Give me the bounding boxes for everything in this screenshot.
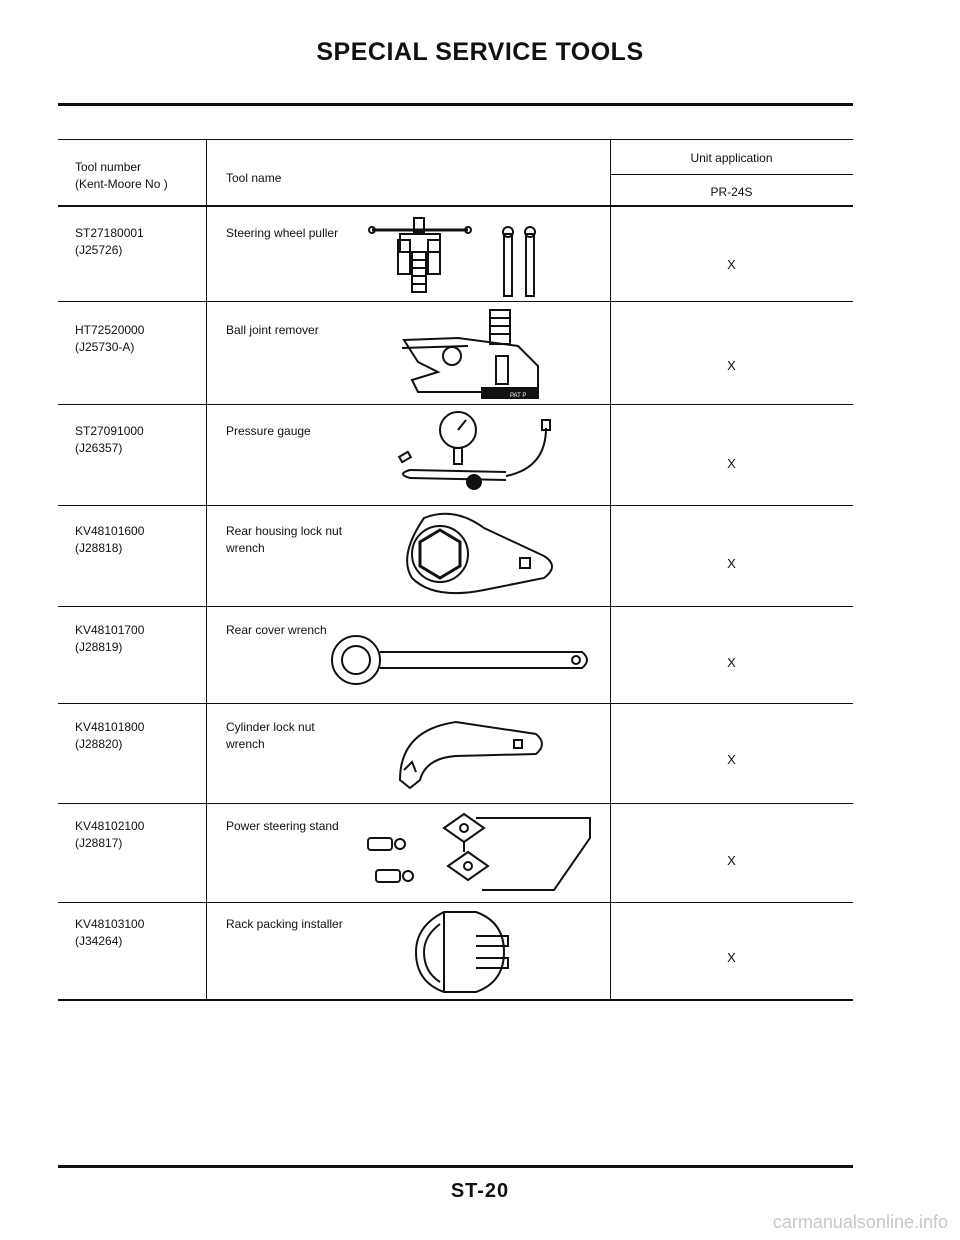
table-bottom-line [58,999,853,1001]
tool-number-header: Tool number (Kent-Moore No ) [75,160,168,191]
tool-name-cell: Cylinder lock nut wrench [226,720,315,751]
tool-number-cell: HT72520000 (J25730-A) [75,323,145,354]
tool-name-header: Tool name [226,171,282,185]
power-steering-stand-icon [364,808,594,898]
application-mark: X [727,950,736,965]
model-header: PR-24S [710,185,753,199]
tool-name-cell: Steering wheel puller [226,226,339,240]
tool-number-cell: KV48102100 (J28817) [75,819,145,850]
tool-number-cell: KV48101700 (J28819) [75,623,145,654]
row-divider [58,803,853,804]
application-mark: X [727,556,736,571]
tool-name-cell: Rear cover wrench [226,623,327,637]
tool-number-cell: KV48101800 (J28820) [75,720,145,751]
tool-number-cell: ST27180001 (J25726) [75,226,144,257]
header-bottom-line [58,205,853,207]
unit-application-header: Unit application [690,151,773,165]
application-mark: X [727,655,736,670]
tool-number-cell: KV48101600 (J28818) [75,524,145,555]
application-mark: X [727,358,736,373]
page-title: SPECIAL SERVICE TOOLS [316,38,644,66]
application-mark: X [727,257,736,272]
bottom-rule [58,1165,853,1168]
tool-name-cell: Rear housing lock nut wrench [226,524,343,555]
row-divider [58,902,853,903]
rack-packing-installer-icon [410,906,520,996]
watermark: carmanualsonline.info [772,1212,948,1232]
row-divider [58,301,853,302]
row-divider [58,606,853,607]
column-divider [206,139,207,1001]
top-rule [58,103,853,106]
tool-name-cell: Pressure gauge [226,424,311,438]
rear-housing-lock-nut-wrench-icon [394,508,564,600]
application-mark: X [727,456,736,471]
ball-joint-remover-icon [398,306,548,400]
application-mark: X [727,752,736,767]
row-divider [58,703,853,704]
steering-wheel-puller-icon [368,212,558,300]
tool-number-cell: ST27091000 (J26357) [75,424,144,455]
application-mark: X [727,853,736,868]
tool-number-cell: KV48103100 (J34264) [75,917,145,948]
pressure-gauge-icon [396,408,566,498]
page-number: ST-20 [450,1180,510,1202]
svg-text:PAT P: PAT P [510,393,527,399]
row-divider [58,505,853,506]
unit-application-underline [610,174,853,175]
cylinder-lock-nut-wrench-icon [396,710,556,792]
table-top-line [58,139,853,140]
row-divider [58,404,853,405]
rear-cover-wrench-icon [326,632,596,688]
tool-name-cell: Rack packing installer [226,917,343,931]
tool-name-cell: Power steering stand [226,819,339,833]
tool-name-cell: Ball joint remover [226,323,319,337]
